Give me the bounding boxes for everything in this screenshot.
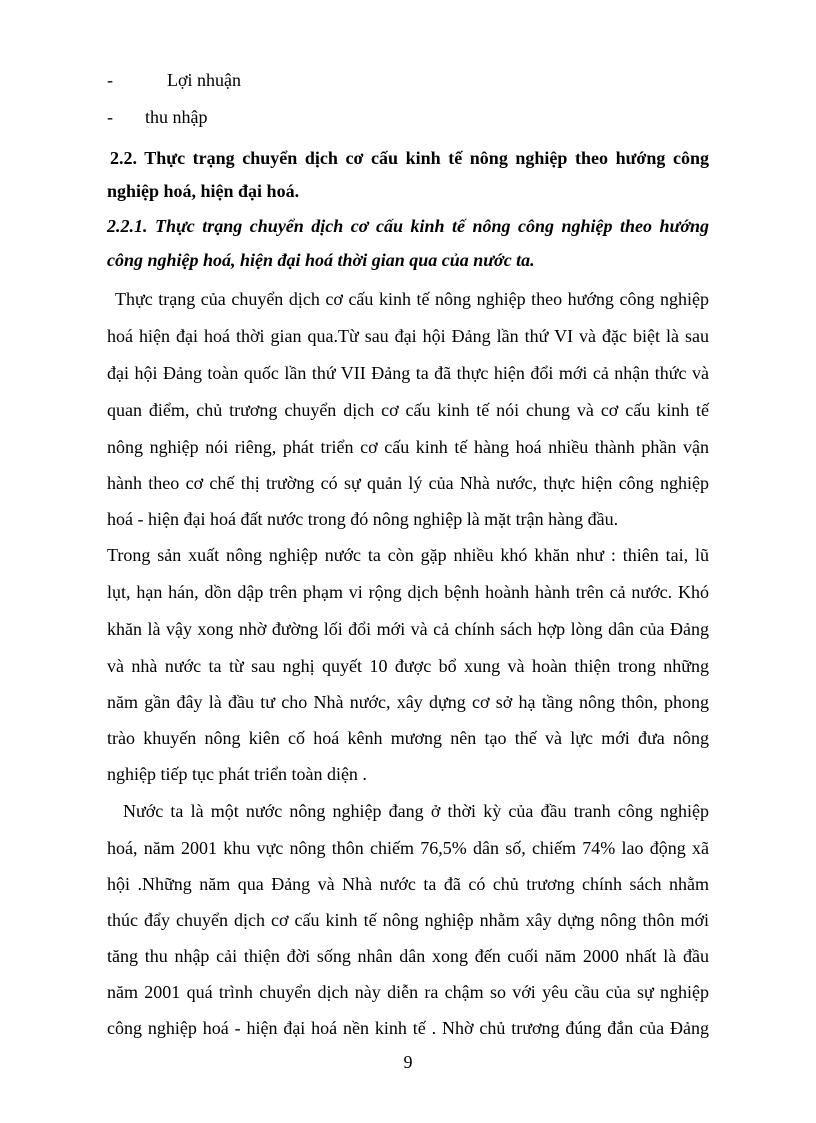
paragraph-line: Nước ta là một nước nông nghiệp đang ở thời kỳ của đầu tranh công nghiệp <box>123 801 709 821</box>
paragraph-line: năm gần đây là đầu tư cho Nhà nước, xây dựng cơ sở hạ tầng nông thôn, phong <box>107 692 709 712</box>
bullet-item <box>107 105 208 129</box>
paragraph-line: hoá, năm 2001 khu vực nông thôn chiếm 76,5% dân số, chiếm 74% lao động xã <box>107 838 709 858</box>
section-heading-line: nghiệp hoá, hiện đại hoá. <box>107 181 300 201</box>
paragraph-line: hội .Những năm qua Đảng và Nhà nước ta đã có chủ trương chính sách nhằm <box>107 874 709 894</box>
bullet-dash: - <box>107 107 113 127</box>
paragraph-line: hành theo cơ chế thị trường có sự quản lý của Nhà nước, thực hiện công nghiệp <box>107 473 709 493</box>
paragraph-line: đại hội Đảng toàn quốc lần thứ VII Đảng ta đã thực hiện đổi mới cả nhận thức và <box>107 363 709 383</box>
paragraph-line: công nghiệp hoá - hiện đại hoá nền kinh tế . Nhờ chủ trương đúng đắn của Đảng <box>107 1018 709 1038</box>
subsection-heading-line: công nghiệp hoá, hiện đại hoá thời gian qua của nước ta. <box>107 250 535 270</box>
paragraph-line: lụt, hạn hán, dồn dập trên phạm vi rộng dịch bệnh hoành hành trên cả nước. Khó <box>107 582 709 602</box>
paragraph-line: và nhà nước ta từ sau nghị quyết 10 được bổ xung và hoàn thiện trong những <box>107 656 709 676</box>
paragraph-line: hoá - hiện đại hoá đất nước trong đó nông nghiệp là mặt trận hàng đầu. <box>107 509 619 529</box>
page-number: 9 <box>403 1052 413 1072</box>
bullet-item <box>107 68 241 92</box>
bullet-text: thu nhập <box>145 107 208 127</box>
subsection-heading-line: 2.2.1. Thực trạng chuyển dịch cơ cấu kinh tế nông công nghiệp theo hướng <box>107 216 709 236</box>
paragraph-line: khăn là vậy xong nhờ đường lối đổi mới và cả chính sách hợp lòng dân của Đảng <box>107 619 709 639</box>
paragraph-line: trào khuyến nông kiên cố hoá kênh mương nên tạo thế và lực mới đưa nông <box>107 728 709 748</box>
paragraph-line: hoá hiện đại hoá thời gian qua.Từ sau đại hội Đảng lần thứ VI và đặc biệt là sau <box>107 326 709 346</box>
bullet-text: Lợi nhuận <box>167 70 242 90</box>
bullet-dash: - <box>107 70 113 90</box>
paragraph-line: nông nghiệp nói riêng, phát triển cơ cấu kinh tế hàng hoá nhiều thành phần vận <box>107 437 709 457</box>
paragraph-line: nghiệp tiếp tục phát triển toàn diện . <box>107 764 367 784</box>
section-heading-line: 2.2. Thực trạng chuyển dịch cơ cấu kinh tế nông nghiệp theo hướng công <box>110 148 709 168</box>
paragraph-line: năm 2001 quá trình chuyển dịch này diễn ra chậm so với yêu cầu của sự nghiệp <box>107 982 709 1002</box>
paragraph-line: Trong sản xuất nông nghiệp nước ta còn gặp nhiều khó khăn như : thiên tai, lũ <box>107 545 709 565</box>
paragraph-line: thúc đẩy chuyển dịch cơ cấu kinh tế nông nghiệp nhằm xây dựng nông thôn mới <box>107 910 709 930</box>
paragraph-line: quan điểm, chủ trương chuyển dịch cơ cấu kinh tế nói chung và cơ cấu kinh tế <box>107 400 709 420</box>
paragraph-line: Thực trạng của chuyển dịch cơ cấu kinh tế nông nghiệp theo hướng công nghiệp <box>115 289 709 309</box>
paragraph-line: tăng thu nhập cải thiện đời sống nhân dân xong đến cuối năm 2000 nhất là đầu <box>107 946 709 966</box>
